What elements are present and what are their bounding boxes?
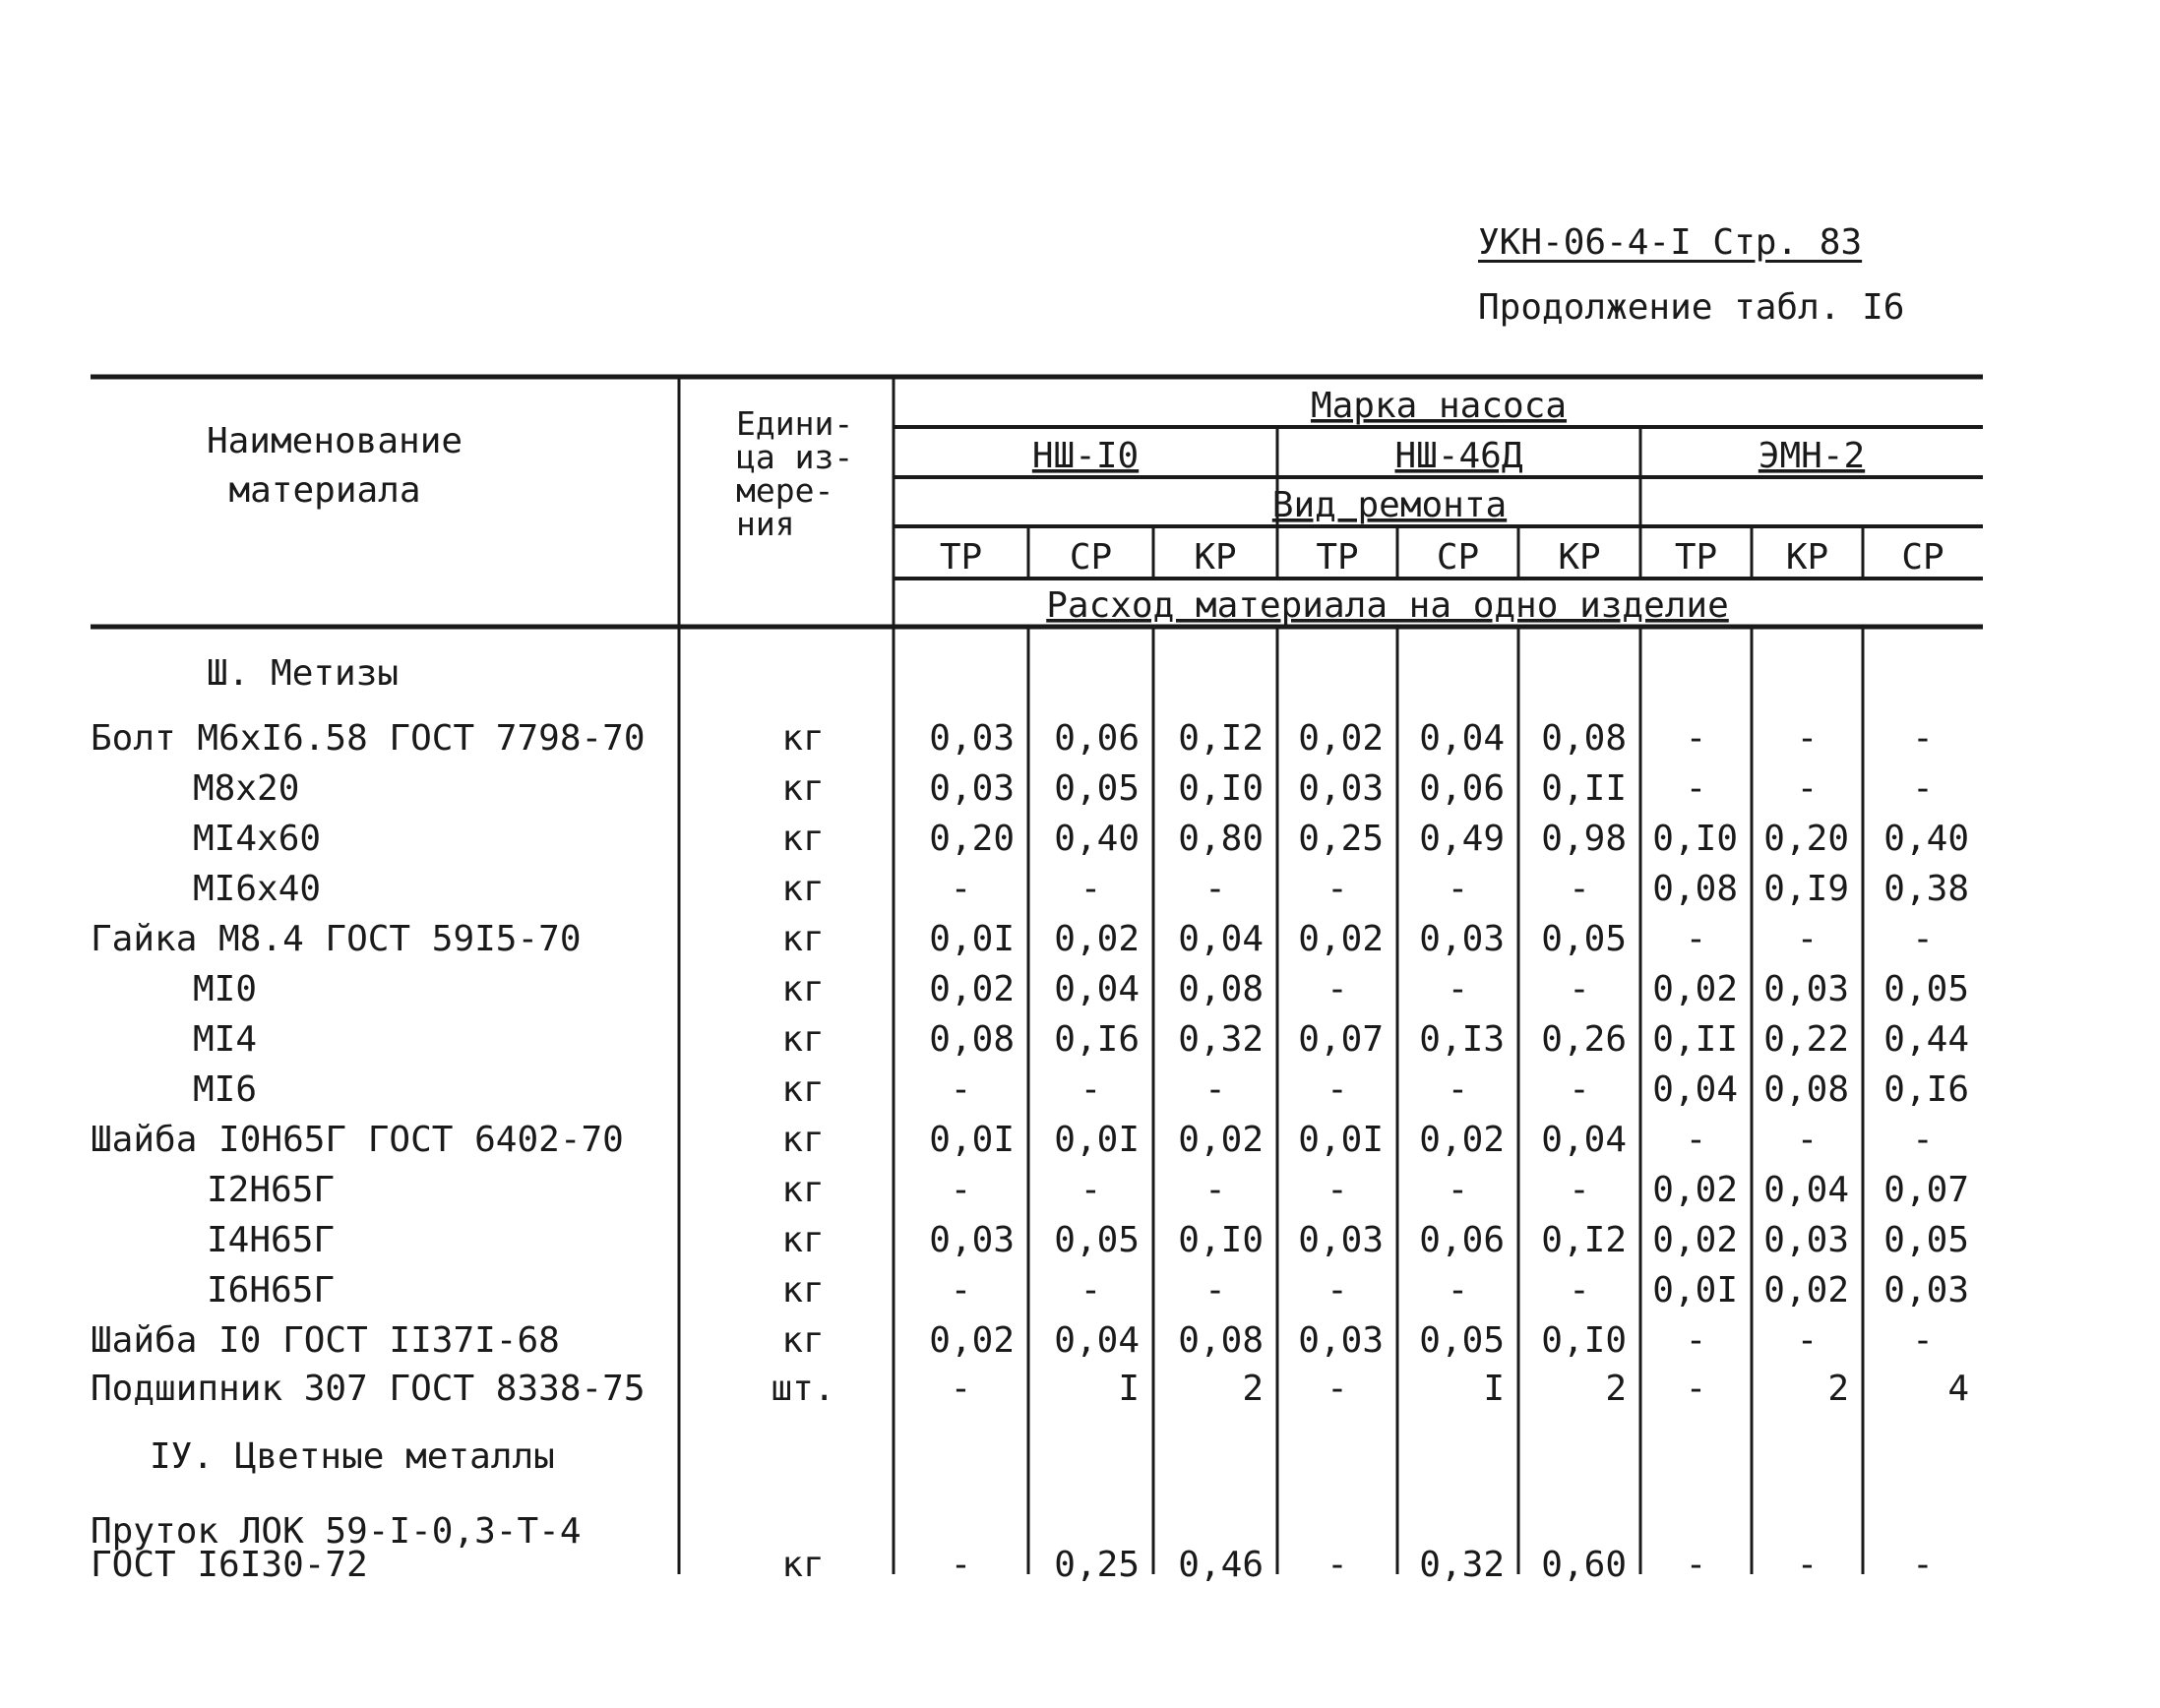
value-cell: 0,05	[1883, 969, 1969, 1009]
value-cell: 0,03	[929, 768, 1015, 809]
row-material-name: МI0	[193, 969, 258, 1009]
value-dash: -	[1796, 919, 1819, 959]
value-dash: -	[950, 1369, 972, 1409]
value-dash: -	[1447, 1270, 1469, 1311]
row-material-name: I4Н65Г	[207, 1220, 336, 1260]
value-cell: 0,44	[1883, 1019, 1969, 1060]
value-dash: -	[1080, 1270, 1102, 1311]
value-cell: 0,49	[1419, 819, 1505, 859]
value-dash: -	[1796, 1545, 1819, 1585]
repair-type-code: СР	[1069, 537, 1113, 578]
value-cell: 0,02	[1419, 1120, 1505, 1160]
value-cell: 4	[1947, 1369, 1969, 1409]
value-cell: 0,40	[1054, 819, 1140, 859]
document-code: УКН-06-4-I Стр. 83	[1478, 222, 1863, 263]
value-cell: 0,08	[929, 1019, 1015, 1060]
value-cell: 0,04	[1419, 718, 1505, 759]
value-cell: 0,0I	[929, 1120, 1015, 1160]
value-dash: -	[1685, 718, 1707, 759]
value-cell: 0,08	[1763, 1069, 1849, 1110]
unit-column-header: мере-	[736, 471, 834, 510]
value-cell: 0,05	[1541, 919, 1627, 959]
value-dash: -	[1796, 1120, 1819, 1160]
value-cell: 0,I0	[1178, 1220, 1264, 1260]
row-unit: кг	[781, 1170, 825, 1210]
value-dash: -	[1327, 1270, 1348, 1311]
row-unit: кг	[781, 919, 825, 959]
row-unit: кг	[781, 1220, 825, 1260]
value-dash: -	[1685, 768, 1707, 809]
value-cell: 0,06	[1419, 1220, 1505, 1260]
value-cell: 0,07	[1298, 1019, 1384, 1060]
name-column-header: Наименование	[206, 421, 463, 461]
value-cell: 0,08	[1178, 969, 1264, 1009]
row-unit: кг	[781, 1120, 825, 1160]
row-material-name: МI4х60	[193, 819, 322, 859]
value-cell: 2	[1605, 1369, 1627, 1409]
value-cell: 0,22	[1763, 1019, 1849, 1060]
row-material-name: МI4	[193, 1019, 258, 1060]
value-dash: -	[1912, 768, 1934, 809]
row-material-name: МI6х40	[193, 869, 322, 909]
value-cell: 0,04	[1763, 1170, 1849, 1210]
value-dash: -	[1204, 869, 1226, 909]
value-cell: 0,II	[1652, 1019, 1738, 1060]
value-dash: -	[1796, 768, 1819, 809]
value-cell: 0,04	[1054, 1320, 1140, 1361]
value-dash: -	[1447, 969, 1469, 1009]
value-cell: 0,0I	[1054, 1120, 1140, 1160]
value-dash: -	[1685, 1320, 1707, 1361]
row-material-name: Шайба I0Н65Г ГОСТ 6402-70	[91, 1120, 624, 1160]
value-dash: -	[1569, 1270, 1590, 1311]
value-dash: -	[1080, 869, 1102, 909]
row-unit: кг	[781, 969, 825, 1009]
value-cell: 0,20	[929, 819, 1015, 859]
value-dash: -	[950, 1545, 972, 1585]
row-unit: кг	[781, 1545, 825, 1585]
value-dash: -	[1685, 1120, 1707, 1160]
row-material-name: М8х20	[193, 768, 300, 809]
value-dash: -	[1204, 1270, 1226, 1311]
value-cell: 0,I3	[1419, 1019, 1505, 1060]
row-unit: кг	[781, 768, 825, 809]
value-dash: -	[1912, 1120, 1934, 1160]
value-cell: 0,I0	[1652, 819, 1738, 859]
repair-type-code: ТР	[1316, 537, 1359, 578]
value-dash: -	[1685, 1545, 1707, 1585]
repair-type-code: КР	[1785, 537, 1829, 578]
row-material-name: I2Н65Г	[207, 1170, 336, 1210]
value-cell: 0,I0	[1178, 768, 1264, 809]
row-unit: кг	[781, 819, 825, 859]
value-cell: 0,05	[1054, 768, 1140, 809]
value-dash: -	[1685, 1369, 1707, 1409]
value-cell: 0,02	[1652, 969, 1738, 1009]
row-unit: кг	[781, 869, 825, 909]
value-cell: 0,46	[1178, 1545, 1264, 1585]
value-dash: -	[1327, 869, 1348, 909]
value-cell: 0,03	[1419, 919, 1505, 959]
repair-type-code: КР	[1194, 537, 1237, 578]
value-cell: 0,0I	[1298, 1120, 1384, 1160]
value-cell: 0,03	[1763, 969, 1849, 1009]
value-cell: 0,02	[1763, 1270, 1849, 1311]
value-dash: -	[950, 869, 972, 909]
row-material-name: Гайка М8.4 ГОСТ 59I5-70	[91, 919, 582, 959]
row-material-name: Шайба I0 ГОСТ II37I-68	[91, 1320, 560, 1361]
value-cell: 0,I2	[1541, 1220, 1627, 1260]
row-material-name: МI6	[193, 1069, 258, 1110]
value-dash: -	[1796, 718, 1819, 759]
value-dash: -	[1685, 919, 1707, 959]
value-dash: -	[950, 1170, 972, 1210]
value-cell: I	[1483, 1369, 1505, 1409]
value-dash: -	[1912, 1320, 1934, 1361]
consumption-header: Расход материала на одно изделие	[1046, 585, 1729, 626]
value-cell: 0,25	[1054, 1545, 1140, 1585]
repair-type-header: Вид ремонта	[1271, 485, 1508, 525]
value-cell: 0,03	[1763, 1220, 1849, 1260]
value-cell: 0,02	[1298, 718, 1384, 759]
value-cell: 0,02	[1298, 919, 1384, 959]
row-unit: кг	[781, 1320, 825, 1361]
value-cell: 0,05	[1054, 1220, 1140, 1260]
value-cell: 2	[1827, 1369, 1849, 1409]
value-cell: 0,I6	[1054, 1019, 1140, 1060]
value-dash: -	[1204, 1069, 1226, 1110]
value-dash: -	[1569, 969, 1590, 1009]
value-cell: 0,04	[1054, 969, 1140, 1009]
value-cell: 0,06	[1419, 768, 1505, 809]
value-cell: 0,04	[1652, 1069, 1738, 1110]
value-dash: -	[1447, 1069, 1469, 1110]
value-dash: -	[950, 1069, 972, 1110]
value-cell: 0,II	[1541, 768, 1627, 809]
value-cell: 0,08	[1652, 869, 1738, 909]
row-unit: кг	[781, 1270, 825, 1311]
value-cell: 0,08	[1541, 718, 1627, 759]
value-cell: 0,06	[1054, 718, 1140, 759]
value-cell: 0,20	[1763, 819, 1849, 859]
section-heading-hardware: Ш. Метизы	[207, 653, 400, 694]
unit-column-header: ца из-	[736, 438, 854, 476]
name-column-header: материала	[228, 470, 421, 511]
table-continuation-label: Продолжение табл. I6	[1478, 287, 1905, 328]
value-dash: -	[1912, 919, 1934, 959]
pump-name-3: ЭМН-2	[1758, 436, 1866, 476]
value-cell: 0,I0	[1541, 1320, 1627, 1361]
row-material-name: Пруток ЛОК 59-I-0,3-Т-4	[91, 1511, 582, 1552]
unit-column-header: Едини-	[736, 404, 854, 443]
row-unit: кг	[781, 718, 825, 759]
value-dash: -	[1327, 969, 1348, 1009]
value-cell: 0,I2	[1178, 718, 1264, 759]
pump-name-1: НШ-I0	[1031, 436, 1140, 476]
value-cell: 0,0I	[929, 919, 1015, 959]
value-cell: 0,98	[1541, 819, 1627, 859]
value-cell: 0,0I	[1652, 1270, 1738, 1311]
value-cell: 0,05	[1883, 1220, 1969, 1260]
value-cell: 0,04	[1541, 1120, 1627, 1160]
row-material-name: Подшипник 307 ГОСТ 8338-75	[91, 1369, 646, 1409]
value-dash: -	[1327, 1369, 1348, 1409]
value-dash: -	[1447, 869, 1469, 909]
value-cell: 0,40	[1883, 819, 1969, 859]
value-cell: 0,02	[1652, 1170, 1738, 1210]
pump-name-2: НШ-46Д	[1394, 436, 1523, 476]
value-cell: 0,02	[929, 1320, 1015, 1361]
value-dash: -	[1327, 1545, 1348, 1585]
value-cell: 0,02	[1054, 919, 1140, 959]
value-cell: 0,02	[1178, 1120, 1264, 1160]
value-dash: -	[1327, 1170, 1348, 1210]
row-material-name: I6Н65Г	[207, 1270, 336, 1311]
value-cell: 0,02	[1652, 1220, 1738, 1260]
value-cell: 0,07	[1883, 1170, 1969, 1210]
value-cell: 0,08	[1178, 1320, 1264, 1361]
value-dash: -	[950, 1270, 972, 1311]
value-cell: I	[1118, 1369, 1140, 1409]
value-dash: -	[1796, 1320, 1819, 1361]
row-material-name: Болт М6хI6.58 ГОСТ 7798-70	[91, 718, 646, 759]
pump-brand-header: Марка насоса	[1310, 386, 1568, 426]
value-cell: 0,03	[929, 1220, 1015, 1260]
row-unit: шт.	[771, 1369, 835, 1409]
value-cell: 0,03	[1298, 1220, 1384, 1260]
value-cell: 0,I9	[1763, 869, 1849, 909]
value-cell: 0,38	[1883, 869, 1969, 909]
repair-type-code: ТР	[939, 537, 983, 578]
value-cell: 0,I6	[1883, 1069, 1969, 1110]
value-cell: 0,03	[929, 718, 1015, 759]
value-dash: -	[1327, 1069, 1348, 1110]
value-cell: 0,60	[1541, 1545, 1627, 1585]
value-cell: 2	[1242, 1369, 1264, 1409]
value-dash: -	[1912, 1545, 1934, 1585]
value-cell: 0,05	[1419, 1320, 1505, 1361]
row-unit: кг	[781, 1019, 825, 1060]
value-cell: 0,26	[1541, 1019, 1627, 1060]
value-cell: 0,02	[929, 969, 1015, 1009]
value-cell: 0,03	[1883, 1270, 1969, 1311]
value-dash: -	[1569, 1069, 1590, 1110]
repair-type-code: СР	[1436, 537, 1480, 578]
value-cell: 0,80	[1178, 819, 1264, 859]
value-dash: -	[1912, 718, 1934, 759]
value-dash: -	[1080, 1170, 1102, 1210]
section-heading-nonferrous: IУ. Цветные металлы	[150, 1436, 555, 1477]
value-cell: 0,04	[1178, 919, 1264, 959]
value-cell: 0,03	[1298, 768, 1384, 809]
value-dash: -	[1080, 1069, 1102, 1110]
value-cell: 0,25	[1298, 819, 1384, 859]
value-dash: -	[1447, 1170, 1469, 1210]
value-cell: 0,32	[1419, 1545, 1505, 1585]
row-material-standard: ГОСТ I6I30-72	[91, 1545, 368, 1585]
repair-type-code: СР	[1901, 537, 1944, 578]
value-cell: 0,03	[1298, 1320, 1384, 1361]
repair-type-code: КР	[1558, 537, 1601, 578]
value-dash: -	[1569, 1170, 1590, 1210]
unit-column-header: ния	[736, 505, 795, 543]
row-unit: кг	[781, 1069, 825, 1110]
value-cell: 0,32	[1178, 1019, 1264, 1060]
value-dash: -	[1204, 1170, 1226, 1210]
value-dash: -	[1569, 869, 1590, 909]
repair-type-code: ТР	[1674, 537, 1718, 578]
